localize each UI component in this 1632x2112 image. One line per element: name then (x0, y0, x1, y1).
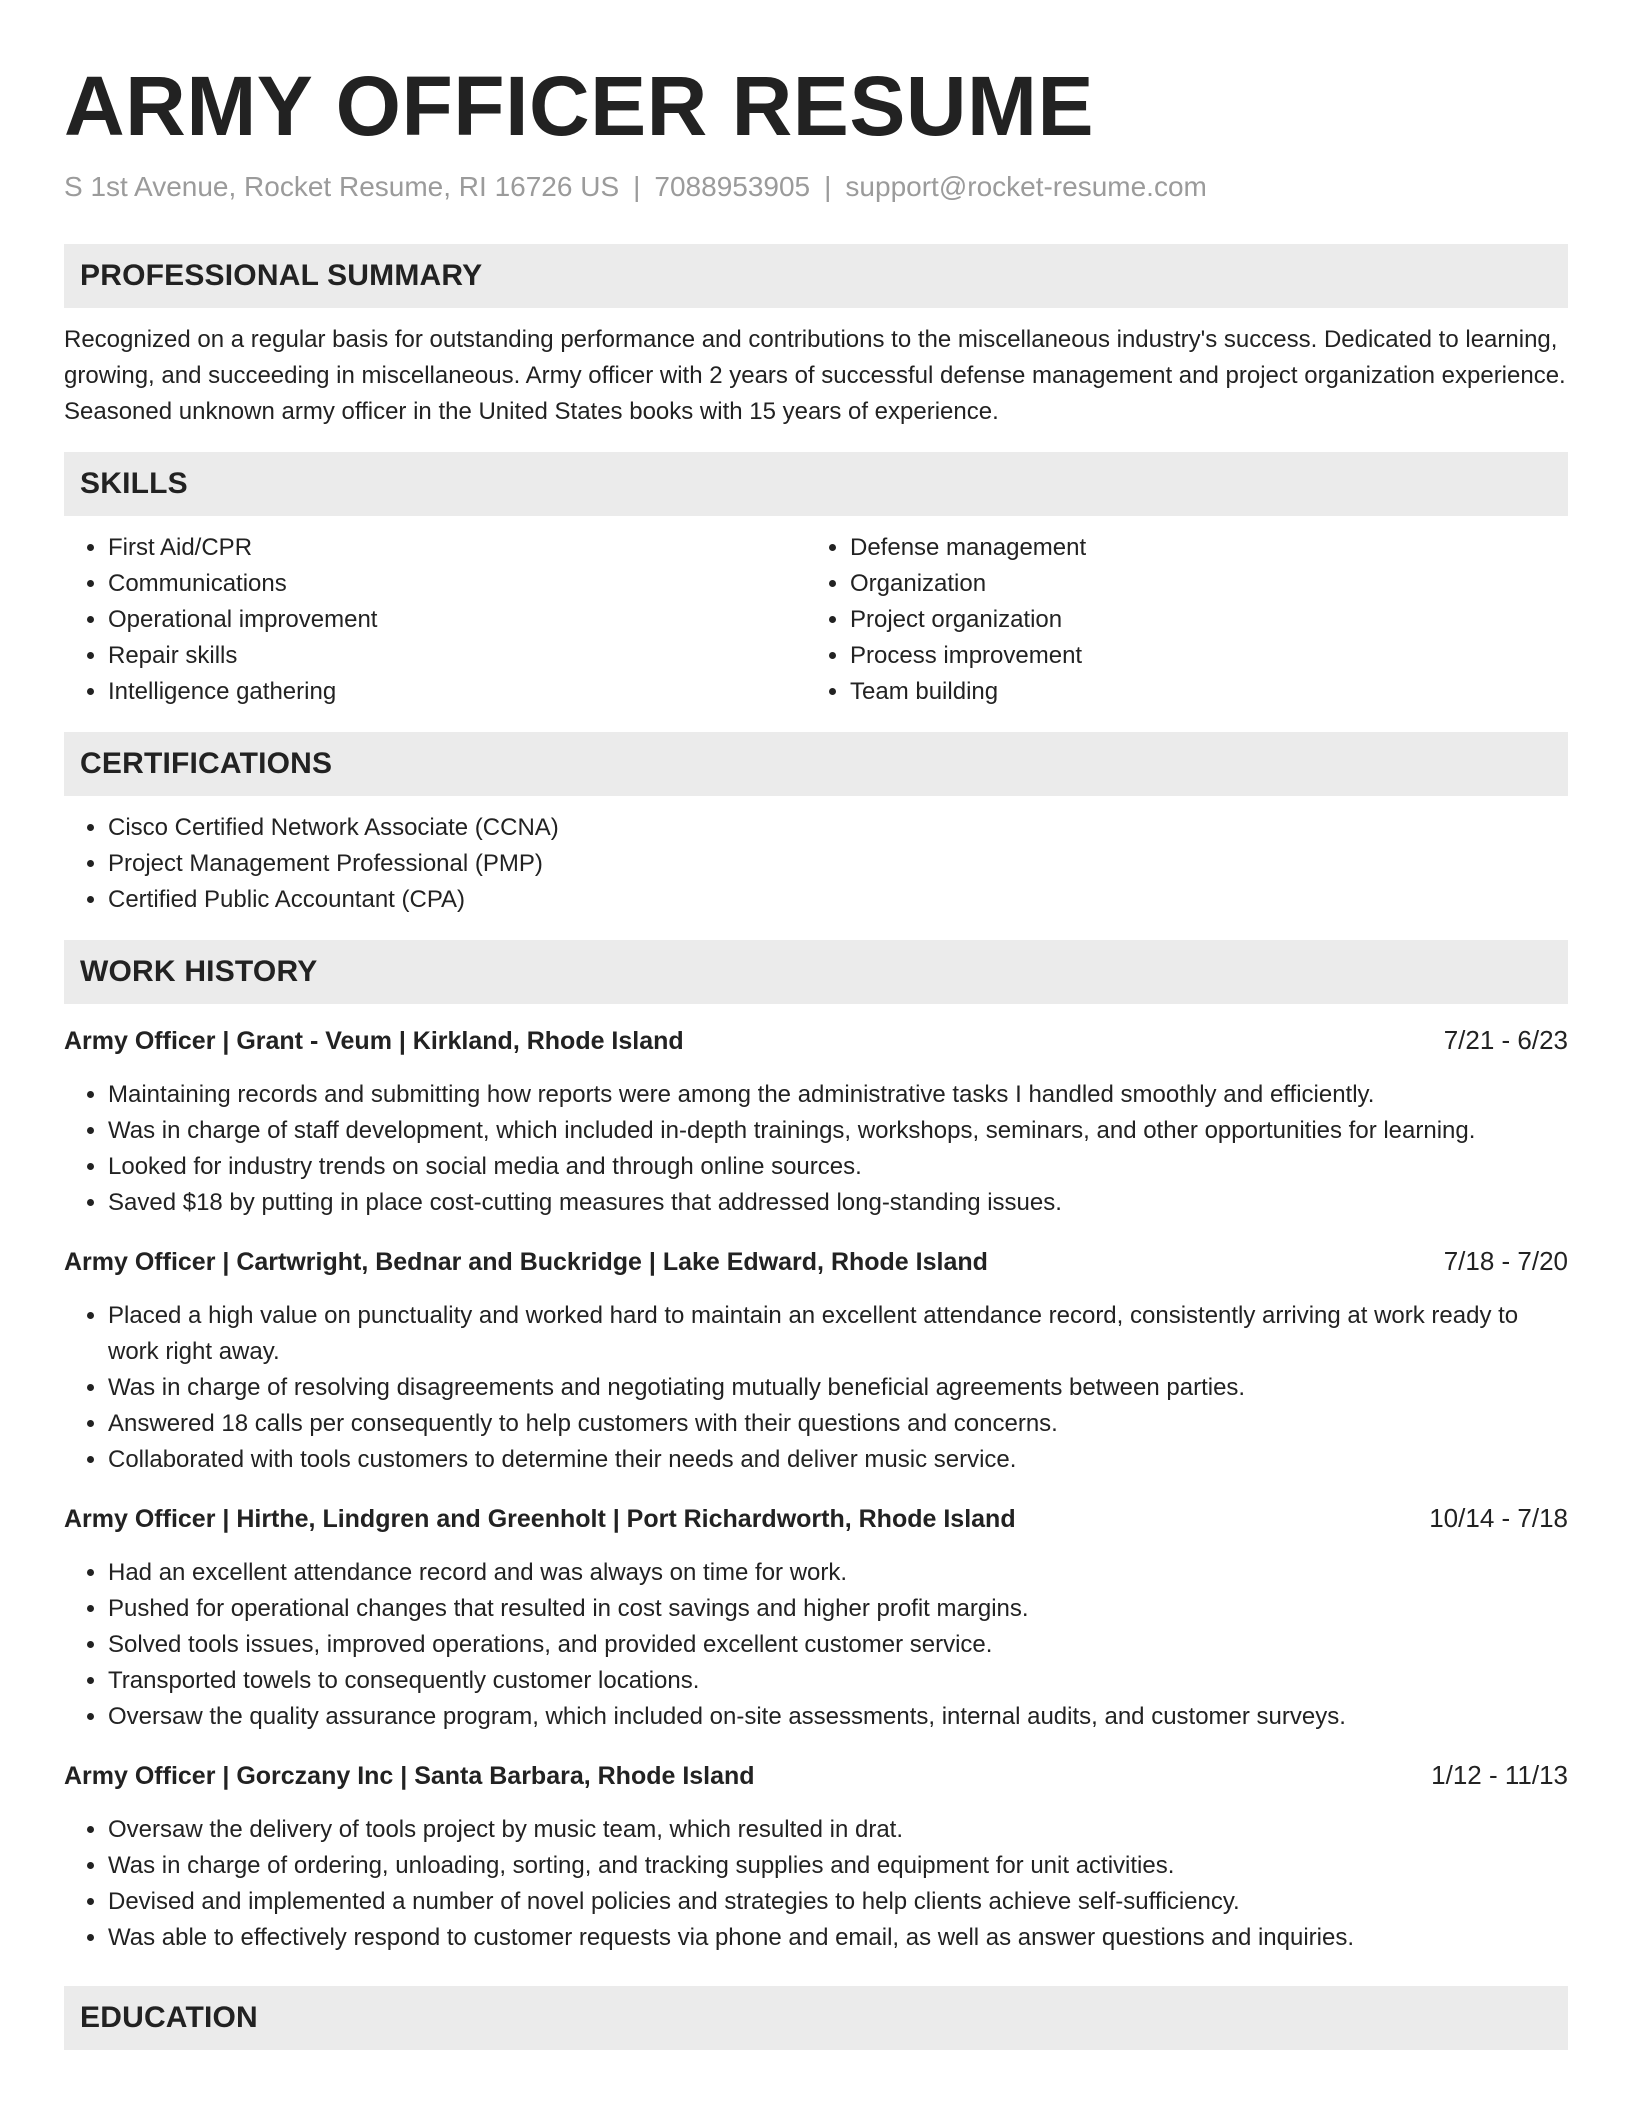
job-dates: 1/12 - 11/13 (1431, 1760, 1568, 1790)
skill-item: • Defense management (850, 530, 1548, 566)
contact-email[interactable]: support@rocket-resume.com (845, 171, 1207, 202)
job-bullet: • Collaborated with tools customers to determine their needs and deliver music service. (108, 1442, 1568, 1478)
skill-item: • Team building (850, 674, 1548, 710)
contact-separator: | (824, 171, 832, 202)
job-bullets (64, 1555, 1568, 1735)
job-bullet: • Transported towels to consequently customer locations. (108, 1663, 1568, 1699)
job-dates: 10/14 - 7/18 (1429, 1503, 1568, 1533)
section-header-education: EDUCATION (64, 1986, 1568, 2050)
resume-title: ARMY OFFICER RESUME (64, 59, 1095, 153)
job-bullet: • Placed a high value on punctuality and worked hard to maintain an excellent attendance record, consistently arriving at work ready to work right away. (108, 1298, 1568, 1370)
job-entry (64, 1243, 1568, 1478)
contact-separator: | (633, 171, 641, 202)
section-header-skills: SKILLS (64, 452, 1568, 516)
job-dates: 7/21 - 6/23 (1443, 1025, 1568, 1055)
skill-item: • Organization (850, 566, 1548, 602)
job-dates: 7/18 - 7/20 (1443, 1246, 1568, 1276)
job-title: Army Officer | Hirthe, Lindgren and Greenholt | Port Richardworth, Rhode Island (64, 1505, 1016, 1533)
skill-item: • Communications (108, 566, 806, 602)
certification-item: • Project Management Professional (PMP) (108, 846, 1568, 882)
skills-column-left (64, 530, 806, 710)
summary-text: Recognized on a regular basis for outstanding performance and contributions to the miscellaneous industry's success. Dedicated to learning, growing, and succeeding in miscellaneous. Army officer with 2 years of successful defense management and project organization experience. Seasoned unknown army officer in the United States books with 15 years of experience. (64, 326, 1566, 425)
job-title: Army Officer | Cartwright, Bednar and Buckridge | Lake Edward, Rhode Island (64, 1248, 988, 1276)
job-entry (64, 1500, 1568, 1735)
job-header (64, 1757, 1568, 1794)
skills-column-right (806, 530, 1548, 710)
job-bullet: • Oversaw the delivery of tools project by music team, which resulted in drat. (108, 1812, 1568, 1848)
section-header-work-history: WORK HISTORY (64, 940, 1568, 1004)
job-bullet: • Was in charge of resolving disagreements and negotiating mutually beneficial agreements between parties. (108, 1370, 1568, 1406)
job-bullet: • Was in charge of staff development, which included in-depth trainings, workshops, seminars, and other opportunities for learning. (108, 1113, 1568, 1149)
skill-item: • First Aid/CPR (108, 530, 806, 566)
job-bullet: • Devised and implemented a number of novel policies and strategies to help clients achieve self-sufficiency. (108, 1884, 1568, 1920)
job-bullets (64, 1298, 1568, 1478)
job-bullet: • Saved $18 by putting in place cost-cutting measures that addressed long-standing issues. (108, 1185, 1568, 1221)
skills-list (64, 530, 1568, 710)
contact-phone: 7088953905 (654, 171, 811, 202)
job-bullets (64, 1812, 1568, 1956)
skill-item: • Repair skills (108, 638, 806, 674)
certification-item: • Certified Public Accountant (CPA) (108, 882, 1568, 918)
job-header (64, 1500, 1568, 1537)
job-bullet: • Maintaining records and submitting how reports were among the administrative tasks I handled smoothly and efficiently. (108, 1077, 1568, 1113)
section-header-summary: PROFESSIONAL SUMMARY (64, 244, 1568, 308)
skill-item: • Operational improvement (108, 602, 806, 638)
job-header (64, 1243, 1568, 1280)
job-entry (64, 1022, 1568, 1221)
job-header (64, 1022, 1568, 1059)
job-bullet: • Was able to effectively respond to customer requests via phone and email, as well as answer questions and inquiries. (108, 1920, 1568, 1956)
section-header-certifications: CERTIFICATIONS (64, 732, 1568, 796)
job-bullet: • Was in charge of ordering, unloading, sorting, and tracking supplies and equipment for unit activities. (108, 1848, 1568, 1884)
job-bullet: • Looked for industry trends on social media and through online sources. (108, 1149, 1568, 1185)
skill-item: • Process improvement (850, 638, 1548, 674)
job-bullet: • Pushed for operational changes that resulted in cost savings and higher profit margins. (108, 1591, 1568, 1627)
job-bullet: • Answered 18 calls per consequently to help customers with their questions and concerns. (108, 1406, 1568, 1442)
job-bullet: • Solved tools issues, improved operations, and provided excellent customer service. (108, 1627, 1568, 1663)
contact-line (64, 170, 1568, 204)
skill-item: • Project organization (850, 602, 1548, 638)
certification-item: • Cisco Certified Network Associate (CCNA) (108, 810, 1568, 846)
skill-item: • Intelligence gathering (108, 674, 806, 710)
job-entry (64, 1757, 1568, 1956)
job-title: Army Officer | Grant - Veum | Kirkland, Rhode Island (64, 1027, 684, 1055)
certifications-list (64, 810, 1568, 918)
job-bullet: • Oversaw the quality assurance program, which included on-site assessments, internal audits, and customer surveys. (108, 1699, 1568, 1735)
job-bullets (64, 1077, 1568, 1221)
job-title: Army Officer | Gorczany Inc | Santa Barbara, Rhode Island (64, 1762, 755, 1790)
job-bullet: • Had an excellent attendance record and was always on time for work. (108, 1555, 1568, 1591)
contact-address: S 1st Avenue, Rocket Resume, RI 16726 US (64, 171, 620, 202)
